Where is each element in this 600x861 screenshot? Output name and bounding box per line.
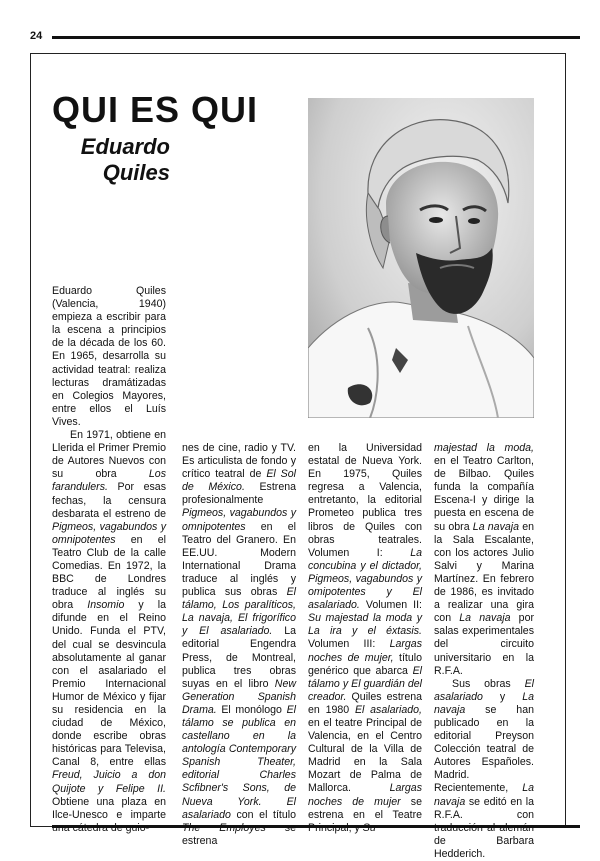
text-segment: Obtiene una plaza en Ilce-Unesco e imparte una cátedra de guio- — [52, 795, 166, 834]
text-segment: título genérico que abarca — [308, 651, 422, 677]
text-segment: Eduardo Quiles (Valencia, 1940) empieza a escribir para la escena a principios de la década de los 60. En 1965, desarrolla su actividad teatral: realiza lecturas dramátizadas en Colegios Mayores, entre ellos el Luís Vives. — [52, 285, 166, 428]
article-paragraph — [308, 442, 422, 835]
author-name — [52, 134, 170, 186]
italic-text-segment: New Generation Spanish Drama. — [182, 677, 296, 716]
italic-text-segment: El asalariado — [434, 677, 534, 703]
text-segment: La editorial Engendra Press, de Montreal, publica tres obras suyas en el libro — [182, 625, 296, 690]
top-rule — [52, 36, 580, 39]
text-segment: en la Sala Escalante, con los actores Julio Salvi y Marina Martínez. En febrero de 1986, es invitado a realizar una gira con — [434, 520, 534, 625]
text-segment: se editó en la R.F.A. con traducción al alemán de Barbara Hedderich. — [434, 795, 534, 860]
italic-text-segment: Pigmeos, vagabundos y omnipotentes — [182, 507, 296, 533]
text-segment: se han publicado en la editorial Preyson Colección teatral de Autores Españoles. Madrid. Recientemente, — [434, 703, 534, 795]
text-segment: en el teatre Principal de Valencia, en el Centro Cultural de la Villa de Madrid en la Sala Mozart de Palma de Mallorca. — [308, 716, 422, 795]
text-column-1 — [52, 285, 166, 835]
text-column-3 — [308, 442, 422, 835]
italic-text-segment: The Employes — [182, 821, 266, 834]
italic-text-segment: La navaja — [472, 520, 519, 533]
text-segment: Quiles estrena en 1980 — [308, 690, 422, 716]
italic-text-segment: Los farandulers. — [52, 468, 166, 494]
italic-text-segment: Insomio — [87, 599, 125, 612]
author-first-name: Eduardo — [80, 134, 170, 159]
page-number: 24 — [30, 30, 43, 42]
italic-text-segment: La concubina y el dictador, Pigmeos, vagabundos y omipotentes y El asalariado. — [308, 546, 422, 612]
italic-text-segment: majestad la moda, — [434, 442, 534, 454]
article-paragraph — [52, 429, 166, 835]
text-segment: en la Universidad estatal de Nueva York. En 1975, Quiles regresa a Valencia, entretanto, la editorial Prometeo publica tres libros de Quiles con obras teatrales. Volumen I: — [308, 442, 422, 559]
article-paragraph — [52, 285, 166, 429]
text-segment: Sus obras — [452, 677, 525, 690]
italic-text-segment: La navaja — [434, 690, 534, 716]
text-column-4 — [434, 442, 534, 861]
text-segment: Estrena profesionalmente — [182, 481, 296, 507]
text-segment: Por esas fechas, la censura desbarata el estreno de — [52, 481, 166, 520]
article-paragraph — [434, 442, 534, 678]
text-segment: se estrena en el Teatre Principal; y — [308, 795, 422, 834]
text-segment: nes de cine, radio y TV. Es articulista de fondo y crítico teatral de — [182, 442, 296, 481]
italic-text-segment: La navaja — [434, 782, 534, 808]
text-segment: en el Teatro Club de la calle Comedias. En 1972, la BBC de Londres traduce al inglés su obra — [52, 533, 166, 612]
italic-text-segment: Su — [362, 821, 376, 834]
article-paragraph — [434, 678, 534, 861]
italic-text-segment: El tálamo se publica en castellano en la antología Contemporary Spanish Theater, editorial Charles Scfibner's Sons, de Nueva York. El asalariado — [182, 703, 296, 821]
text-segment: Volumen II: — [359, 599, 422, 612]
text-segment: por salas experimentales del circuito universitario en la R.F.A. — [434, 612, 534, 677]
text-segment: En 1971, obtiene en Llerida el Primer Premio de Autores Nuevos con su obra — [52, 429, 166, 481]
text-segment: se estrena — [182, 821, 296, 847]
text-segment: en el Teatro Carlton, de Bilbao. Quiles funda la compañía Escena-I y dirige la puesta en escena de su obra — [434, 455, 534, 533]
italic-text-segment: La navaja — [459, 612, 511, 625]
italic-text-segment: Freud, Juicio a don Quijote y Felipe II. — [52, 769, 166, 795]
italic-text-segment: Largas noches de mujer, — [308, 638, 422, 664]
author-last-name: Quiles — [102, 160, 170, 185]
italic-text-segment: Su majestad la moda y La ira y el éxtasis. — [308, 612, 422, 638]
text-segment: en el Teatro del Granero. En EE.UU. Modern International Drama traduce al inglés y publica sus obras — [182, 520, 296, 599]
italic-text-segment: Pigmeos, vagabundos y omnipotentes — [52, 520, 166, 546]
italic-text-segment: Largas noches de mujer — [308, 782, 422, 808]
text-column-2 — [182, 442, 296, 848]
article-paragraph — [182, 442, 296, 848]
italic-text-segment: El Sol de México. — [182, 468, 296, 494]
text-segment: y la difunde en el Reino Unido. Funda el PTV, del cual se desvincula absolutamente al ganar con el asalariado el Premio Internacional Humor de México y fijar su residencia en la ciudad de México, donde escribe obras históricas para Televisa, Canal 8, entre ellas — [52, 599, 166, 769]
author-portrait-photo — [308, 98, 534, 418]
text-segment: El monólogo — [216, 703, 287, 716]
section-title: QUI ES QUI — [52, 89, 259, 130]
text-segment: y — [482, 690, 523, 703]
italic-text-segment: El tálamo y El guardián del creador. — [308, 664, 422, 703]
text-segment: Volumen III: — [308, 638, 390, 651]
italic-text-segment: El tálamo, Los paralíticos, La navaja, El frigorífico y El asalariado. — [182, 586, 296, 638]
italic-text-segment: El asalariado, — [354, 703, 422, 716]
text-segment: con el título — [230, 808, 296, 821]
